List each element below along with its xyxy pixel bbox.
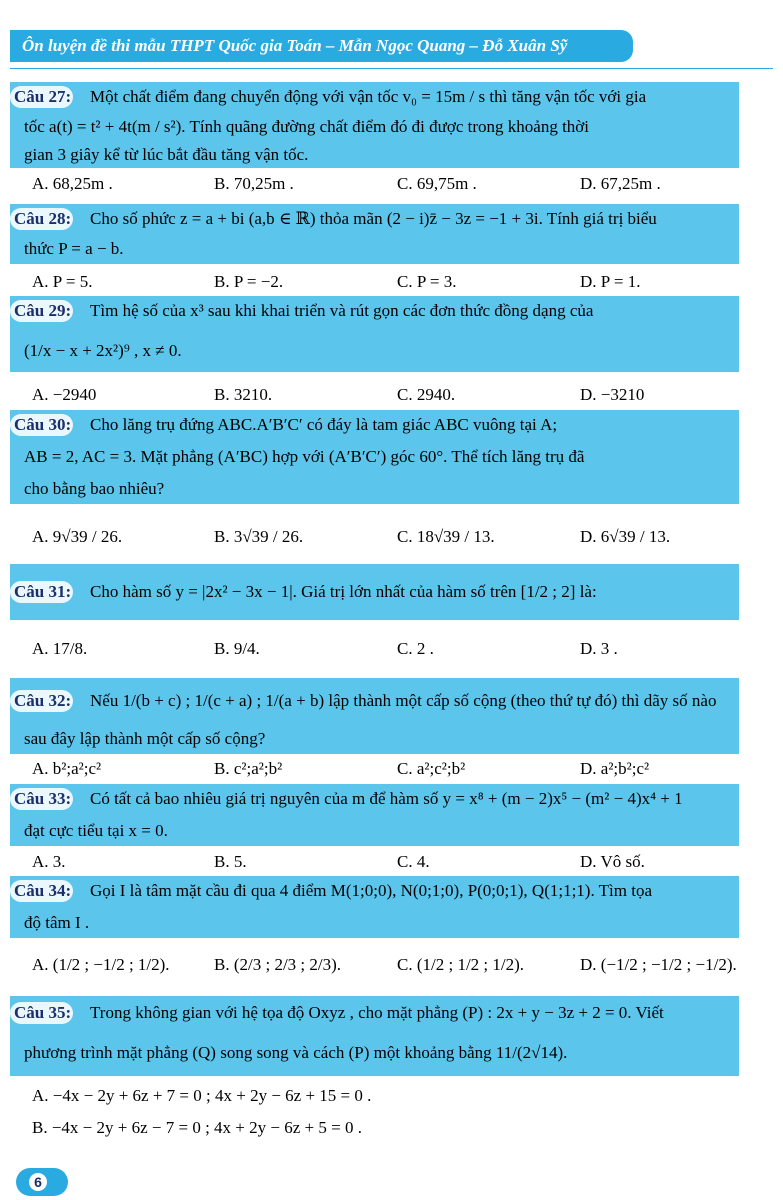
question-28-line-2: thức P = a − b. xyxy=(24,239,124,258)
question-34-option-a: A. (1/2 ; −1/2 ; 1/2). xyxy=(32,955,170,974)
question-30-option-d: D. 6√39 / 13. xyxy=(580,527,671,546)
page-header xyxy=(10,30,633,62)
question-35-label: Câu 35: xyxy=(10,1002,73,1024)
question-34-line-2: độ tâm I . xyxy=(24,913,90,932)
question-30-option-a: A. 9√39 / 26. xyxy=(32,527,123,546)
question-29-line-2: (1/x − x + 2x²)⁹ , x ≠ 0. xyxy=(24,341,182,360)
question-35-option-a: A. −4x − 2y + 6z + 7 = 0 ; 4x + 2y − 6z + 15 = 0 . xyxy=(32,1086,372,1105)
question-32-option-c: C. a²;c²;b² xyxy=(397,759,466,778)
header-rule xyxy=(10,68,773,69)
question-28-label: Câu 28: xyxy=(10,208,73,230)
question-35-option-b: B. −4x − 2y + 6z − 7 = 0 ; 4x + 2y − 6z + 5 = 0 . xyxy=(32,1118,362,1137)
question-28-option-c: C. P = 3. xyxy=(397,272,457,291)
question-30-label: Câu 30: xyxy=(10,414,73,436)
question-29-option-d: D. −3210 xyxy=(580,385,645,404)
question-33-box xyxy=(10,784,739,846)
question-35-line-2: phương trình mặt phẳng (Q) song song và cách (P) một khoảng bằng 11/(2√14). xyxy=(24,1043,568,1062)
question-32-box xyxy=(10,678,739,754)
question-34-box xyxy=(10,876,739,938)
question-31-option-c: C. 2 . xyxy=(397,639,434,658)
question-29-label: Câu 29: xyxy=(10,300,73,322)
page-number-badge xyxy=(16,1168,68,1196)
question-30-line-1: Cho lăng trụ đứng ABC.A′B′C′ có đáy là tam giác ABC vuông tại A; xyxy=(90,415,558,434)
question-34-option-c: C. (1/2 ; 1/2 ; 1/2). xyxy=(397,955,525,974)
question-27-line-1: Một chất điểm đang chuyển động với vận tốc v₀ = 15m / s thì tăng vận tốc với gia xyxy=(90,87,647,106)
question-28-option-b: B. P = −2. xyxy=(214,272,284,291)
question-34-option-d: D. (−1/2 ; −1/2 ; −1/2). xyxy=(580,955,737,974)
question-34-option-b: B. (2/3 ; 2/3 ; 2/3). xyxy=(214,955,342,974)
question-35-line-1: Trong không gian với hệ tọa độ Oxyz , cho mặt phẳng (P) : 2x + y − 3z + 2 = 0. Viết xyxy=(90,1003,664,1022)
question-29-option-b: B. 3210. xyxy=(214,385,273,404)
page-number: 6 xyxy=(29,1173,47,1191)
question-27-option-b: B. 70,25m . xyxy=(214,174,294,193)
question-31-option-d: D. 3 . xyxy=(580,639,618,658)
question-27-option-d: D. 67,25m . xyxy=(580,174,661,193)
question-30-line-3: cho bằng bao nhiêu? xyxy=(24,479,165,498)
question-28-option-a: A. P = 5. xyxy=(32,272,93,291)
question-32-option-a: A. b²;a²;c² xyxy=(32,759,102,778)
question-33-option-b: B. 5. xyxy=(214,852,247,871)
question-33-line-1: Có tất cả bao nhiêu giá trị nguyên của m để hàm số y = x⁸ + (m − 2)x⁵ − (m² − 4)x⁴ + 1 xyxy=(90,789,683,808)
question-30-box xyxy=(10,410,739,504)
question-29-line-1: Tìm hệ số của x³ sau khi khai triển và rút gọn các đơn thức đồng dạng của xyxy=(90,301,594,320)
question-32-line-2: sau đây lập thành một cấp số cộng? xyxy=(24,729,266,748)
question-27-line-3: gian 3 giây kể từ lúc bắt đầu tăng vận tốc. xyxy=(24,145,309,164)
question-33-option-a: A. 3. xyxy=(32,852,66,871)
question-33-option-d: D. Vô số. xyxy=(580,852,645,871)
question-30-line-2: AB = 2, AC = 3. Mặt phẳng (A′BC) hợp với (A′B′C′) góc 60°. Thể tích lăng trụ đã xyxy=(24,447,585,466)
question-31-label: Câu 31: xyxy=(10,581,73,603)
question-33-line-2: đạt cực tiểu tại x = 0. xyxy=(24,821,168,840)
question-27-line-2: tốc a(t) = t² + 4t(m / s²). Tính quãng đường chất điểm đó đi được trong khoảng thời xyxy=(24,117,590,136)
question-30-option-b: B. 3√39 / 26. xyxy=(214,527,304,546)
question-29-option-a: A. −2940 xyxy=(32,385,97,404)
question-31-option-a: A. 17/8. xyxy=(32,639,88,658)
question-28-line-1: Cho số phức z = a + bi (a,b ∈ ℝ) thỏa mãn (2 − i)z̄ − 3z = −1 + 3i. Tính giá trị biểu xyxy=(90,209,657,228)
question-32-label: Câu 32: xyxy=(10,690,73,712)
question-32-option-b: B. c²;a²;b² xyxy=(214,759,283,778)
question-30-option-c: C. 18√39 / 13. xyxy=(397,527,495,546)
question-31-option-b: B. 9/4. xyxy=(214,639,260,658)
question-29-box xyxy=(10,296,739,372)
question-31-line-1: Cho hàm số y = |2x² − 3x − 1|. Giá trị lớn nhất của hàm số trên [1/2 ; 2] là: xyxy=(90,582,597,601)
question-31-box xyxy=(10,564,739,620)
question-32-line-1: Nếu 1/(b + c) ; 1/(c + a) ; 1/(a + b) lập thành một cấp số cộng (theo thứ tự đó) thì dãy số nào xyxy=(90,691,717,710)
question-34-label: Câu 34: xyxy=(10,880,73,902)
question-33-label: Câu 33: xyxy=(10,788,73,810)
question-28-option-d: D. P = 1. xyxy=(580,272,641,291)
question-27-option-a: A. 68,25m . xyxy=(32,174,113,193)
header-title: Ôn luyện đề thi mẫu THPT Quốc gia Toán – Mẫn Ngọc Quang – Đỗ Xuân Sỹ xyxy=(22,36,568,55)
question-27-option-c: C. 69,75m . xyxy=(397,174,477,193)
question-27-label: Câu 27: xyxy=(10,86,73,108)
question-33-option-c: C. 4. xyxy=(397,852,430,871)
question-27-box xyxy=(10,82,739,168)
question-35-box xyxy=(10,996,739,1076)
question-32-option-d: D. a²;b²;c² xyxy=(580,759,650,778)
question-34-line-1: Gọi I là tâm mặt cầu đi qua 4 điểm M(1;0;0), N(0;1;0), P(0;0;1), Q(1;1;1). Tìm tọa xyxy=(90,881,653,900)
question-28-box xyxy=(10,204,739,264)
question-29-option-c: C. 2940. xyxy=(397,385,456,404)
